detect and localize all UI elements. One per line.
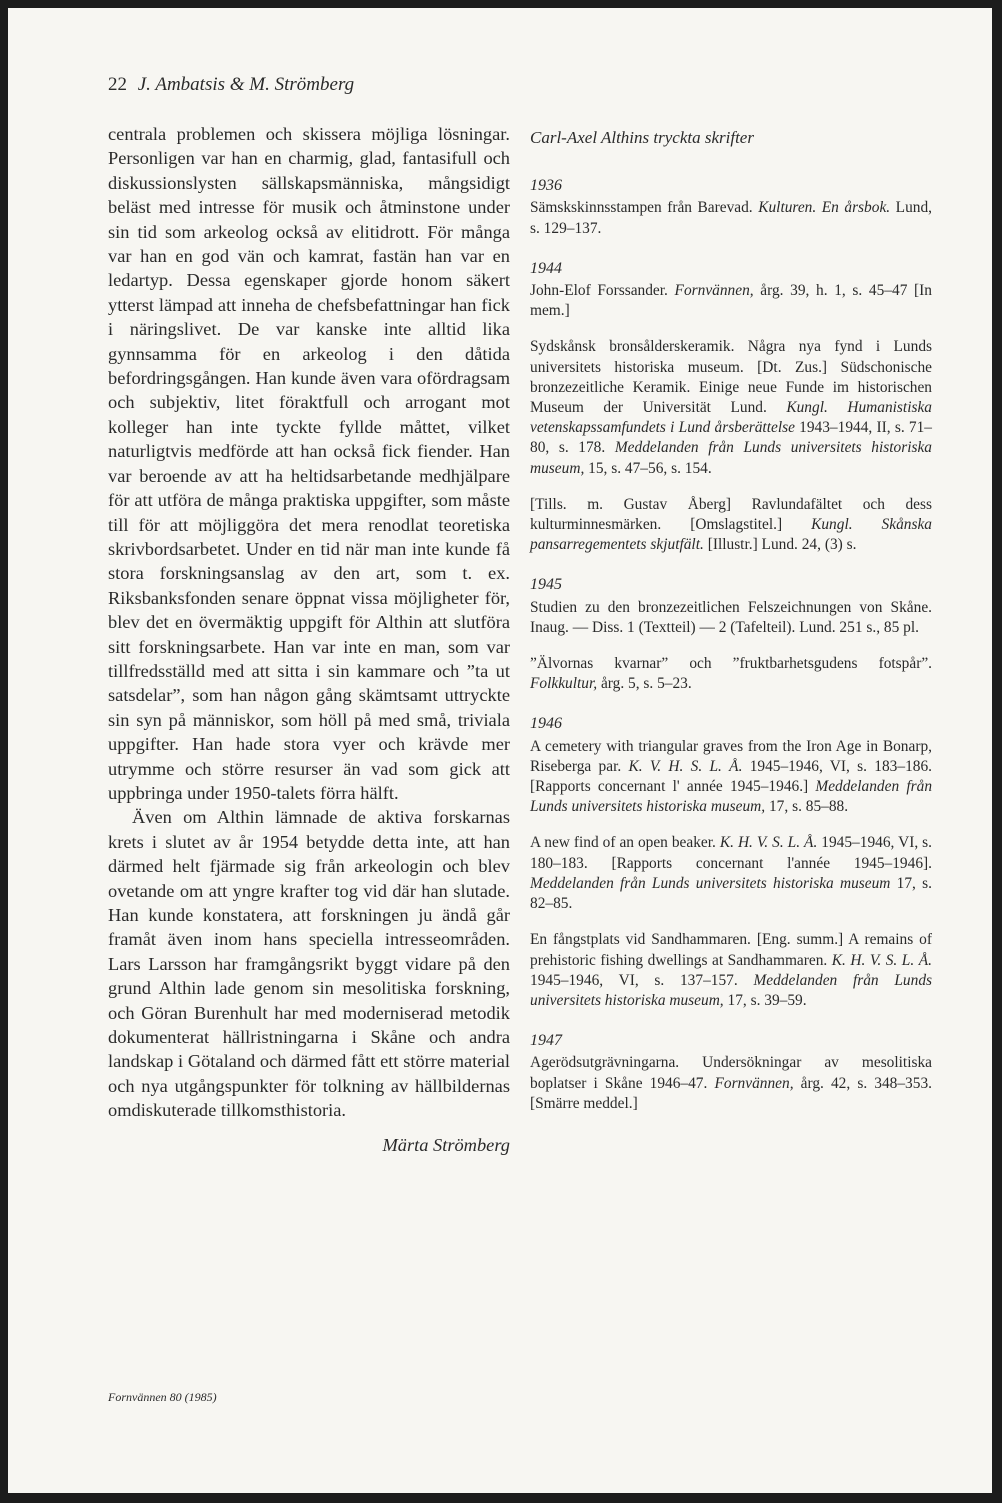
citation-segment: 1945–1946, VI, s. 137–157. bbox=[530, 971, 754, 989]
citation-segment: 1945–1946, VI, s. 180–183. [Rapports concernant l'année 1945–1946]. bbox=[530, 834, 932, 872]
citation-italic-segment: Meddelanden från Lunds universitets historiska museum, bbox=[530, 778, 933, 816]
bibliography-entry bbox=[530, 1053, 932, 1114]
citation-segment: Agerödsutgrävningarna. Undersökningar av mesolitiska boplatser i Skåne 1946–47. bbox=[530, 1054, 932, 1092]
bibliography-entry bbox=[530, 281, 932, 321]
citation-segment: ”Älvornas kvarnar” och ”fruktbarhetsgudens fotspår”. bbox=[530, 655, 932, 673]
citation-segment: 17, s. 85–88. bbox=[765, 798, 849, 816]
citation-italic-segment: Meddelanden från Lunds universitets historiska museum, bbox=[530, 971, 932, 1009]
bibliography-entry bbox=[530, 598, 932, 638]
bibliography-entry bbox=[530, 833, 932, 914]
citation-italic-segment: Fornvännen, bbox=[714, 1074, 794, 1092]
bibliography-year: 1946 bbox=[530, 715, 562, 733]
journal-page bbox=[8, 8, 992, 1493]
citation-segment: A new find of an open beaker. bbox=[530, 834, 720, 852]
page-footer: Fornvännen 80 (1985) bbox=[108, 1390, 217, 1404]
citation-segment: 17, s. 82–85. bbox=[530, 874, 932, 913]
citation-segment: 1945–1946, VI, s. 183–186. [Rapports concernant l' année 1945–1946.] bbox=[530, 757, 933, 796]
citation-italic-segment: Kulturen. En årsbok. bbox=[758, 199, 891, 217]
citation-segment: 17, s. 39–59. bbox=[723, 991, 807, 1009]
bibliography-title: Carl-Axel Althins tryckta skrifter bbox=[530, 128, 754, 147]
citation-italic-segment: K. H. V. S. L. Å. bbox=[719, 834, 818, 852]
citation-italic-segment: K. V. H. S. L. Å. bbox=[628, 757, 743, 775]
bibliography-entry bbox=[530, 930, 932, 1011]
running-head bbox=[108, 74, 354, 96]
citation-segment: Lund, s. 129–137. bbox=[530, 199, 932, 237]
right-column bbox=[530, 128, 932, 1114]
bibliography-year: 1947 bbox=[530, 1032, 562, 1050]
bibliography-year: 1944 bbox=[530, 259, 562, 277]
citation-segment: Studien zu den bronzezeitlichen Felszeichnungen von Skåne. Inaug. — Diss. 1 (Textteil) — 2 (Tafelteil). Lund. 251 s., 85 pl. bbox=[530, 598, 932, 636]
citation-segment: årg. 5, s. 5–23. bbox=[597, 675, 692, 693]
author-signature: Märta Strömberg bbox=[382, 1134, 510, 1155]
left-column bbox=[108, 122, 510, 1157]
citation-segment: 15, s. 47–56, s. 154. bbox=[584, 459, 712, 477]
citation-italic-segment: Meddelanden från Lunds universitets historiska museum bbox=[530, 874, 891, 892]
body-paragraph-1: centrala problemen och skissera möjliga lösningar. Personligen var han en charmig, glad, fantasifull och diskussionslysten sällskapsmänniska, mångsidigt beläst med intresse för musik och åtminstone under sin tid som arkeolog också av elitidrott. För många var han en god vän och kamrat, fastän han var en ledartyp. Dessa egenskaper gjorde honom säkert ytterst lämpad att inneha de chefsbefattningar han fick i näringslivet. De var kanske inte alltid lika gynnsamma för en arkeolog i den dåtida befordringsgången. Han kunde även vara ofördragsam och subjektiv, litet föraktfull och arrogant mot kolleger han inte tyckte fyllde måttet, vilket naturligtvis medförde att han också fick fiender. Han var beroende av att ha heltidsarbetande medhjälpare för att utföra de många praktiska uppgifter, som måste till för att möjliggöra det mera renodlat teoretiska skrivbordsarbetet. Under en tid när man inte kunde få stora forskningsanslag av den art, som t. ex. Riksbanksfonden senare öppnat vissa möjligheter för, blev det en övermäktig uppgift för Althin att slutföra sitt forskningsarbete. Han var inte en man, som var tillfredsställd med att sitta i sin kammare och ”ta ut satsdelar”, som han någon gång skämtsamt uttryckte sin syn på människor, som höll på med små, triviala uppgifter. Han hade stora vyer och krävde mer utrymme och större resurser än vad som gick att uppbringa under 1950-talets förra hälft. bbox=[108, 124, 510, 803]
page-number: 22 bbox=[108, 74, 127, 95]
bibliography-entry bbox=[530, 737, 932, 818]
bibliography-list bbox=[530, 176, 932, 1114]
citation-italic-segment: Kungl. Skånska pansarregementets skjutfält. bbox=[530, 516, 932, 554]
running-head-authors: J. Ambatsis & M. Strömberg bbox=[137, 74, 355, 95]
citation-italic-segment: Fornvännen, bbox=[674, 282, 754, 300]
citation-segment: årg. 39, h. 1, s. 45–47 [In mem.] bbox=[530, 282, 932, 320]
bibliography-year: 1936 bbox=[530, 177, 562, 195]
bibliography-entry bbox=[530, 495, 932, 556]
citation-segment: A cemetery with triangular graves from the Iron Age in Bonarp, Riseberga par. bbox=[530, 737, 932, 775]
citation-segment: Sydskånsk bronsålderskeramik. Några nya fynd i Lunds universitets historiska museum. [Dt. Zus.] Südschonische bronzezeitliche Keramik. Einige neue Funde im historischen Museum der Universität Lund. bbox=[530, 338, 932, 417]
citation-italic-segment: Meddelanden från Lunds universitets historiska museum, bbox=[530, 439, 932, 477]
bibliography-entry bbox=[530, 337, 932, 478]
citation-segment: En fångstplats vid Sandhammaren. [Eng. summ.] A remains of prehistoric fishing dwellings at Sandhammaren. bbox=[530, 931, 932, 969]
body-paragraph-2: Även om Althin lämnade de aktiva forskarnas krets i slutet av år 1954 betydde detta inte, att han därmed helt fjärmade sig från arkeologin och blev ovetande om att yngre krafter tog vid där han slutade. Han kunde konstatera, att forskningen ju ändå går framåt även inom hans speciella intresseområden. Lars Larsson har framgångsrikt byggt vidare på den grund Althin lade genom sin mesolitiska forskning, och Göran Burenhult har med moderniserad metodik dokumenterat hällristningarna i Skåne och andra landskap i Götaland och därmed fått ett större material och nya utgångspunkter för tolkning av hällbildernas omdiskuterade tillkomsthistoria. bbox=[108, 807, 510, 1121]
citation-segment: Sämskskinnsstampen från Barevad. bbox=[530, 199, 759, 217]
citation-italic-segment: K. H. V. S. L. Å. bbox=[831, 951, 932, 969]
citation-italic-segment: Folkkultur, bbox=[530, 675, 598, 693]
citation-italic-segment: Kungl. Humanistiska vetenskapssamfundets i Lund årsberättelse bbox=[530, 399, 932, 437]
bibliography-entry bbox=[530, 198, 932, 238]
bibliography-year: 1945 bbox=[530, 576, 562, 594]
citation-segment: John-Elof Forssander. bbox=[530, 282, 675, 300]
citation-segment: [Tills. m. Gustav Åberg] Ravlundafältet och dess kulturminnesmärken. [Omslagstitel.] bbox=[530, 495, 932, 534]
bibliography-entry bbox=[530, 654, 932, 694]
citation-segment: 1943–1944, II, s. 71–80, s. 178. bbox=[530, 419, 932, 457]
citation-segment: årg. 42, s. 348–353. [Smärre meddel.] bbox=[530, 1074, 932, 1112]
citation-segment: [Illustr.] Lund. 24, (3) s. bbox=[703, 536, 857, 554]
